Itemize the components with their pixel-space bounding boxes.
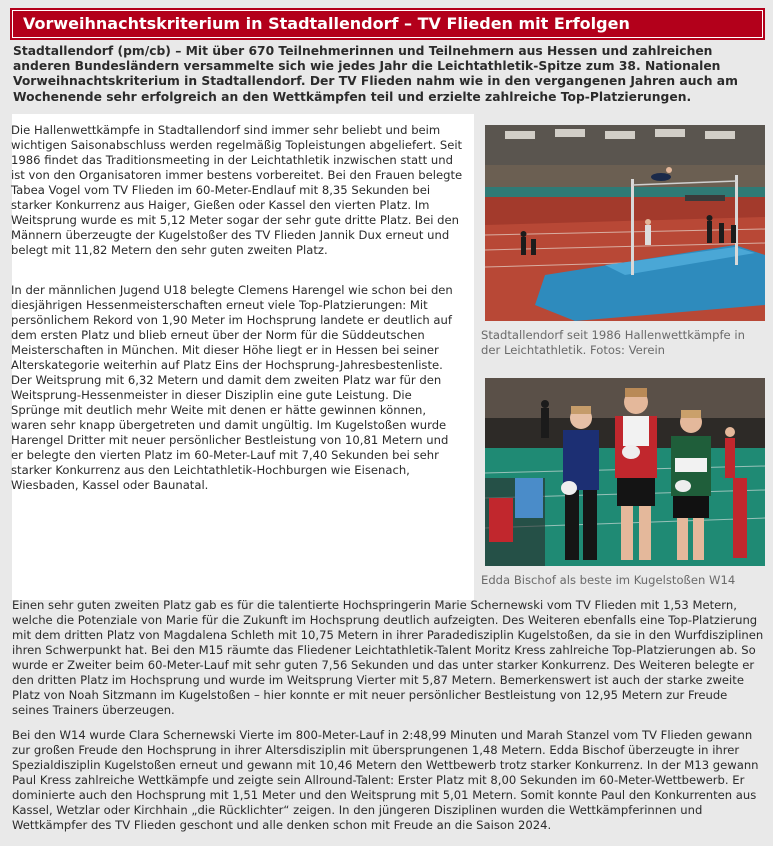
paragraph-1: Die Hallenwettkämpfe in Stadtallendorf sind immer sehr beliebt und beim wichtigen Saisonabschluss werden regelmäßig Topleistungen abgeliefert. Seit 1986 findet das Traditionsmeeting in der Leichtathletik inzwischen statt und ist von den Organisatoren immer bestens vorbereitet. Bei den Frauen belegte Tabea Vogel vom TV Flieden im 60-Meter-Endlauf mit 8,35 Sekunden bei starker Konkurrenz aus Haiger, Gießen oder Kassel den vierten Platz. Im Weitsprung wurde es mit 5,12 Meter sogar der sehr gute dritte Platz. Bei den Männern überzeugte der Kugelstoßer des TV Flieden Jannik Dux erneut und belegt mit 11,82 Metern den sehr guten zweiten Platz.	[11, 123, 463, 257]
photo-athletics-hall[interactable]	[485, 125, 765, 321]
paragraph-4: Bei den W14 wurde Clara Schernewski Vierte im 800-Meter-Lauf in 2:48,99 Minuten und Marah Stanzel vom TV Flieden gewann zur großen Freude den Hochsprung in ihrer Altersdisziplin mit übersprungenen 1,48 Metern. Edda Bischof überzeugte in ihrer Spezialdisziplin Kugelstoßen erneut und gewann mit 10,46 Metern den Wettbewerb trotz starker Konkurrenz. In der M13 gewann Paul Kress zahlreiche Wettkämpfe und zeigte sein Allround-Talent: Erster Platz mit 8,00 Sekunden im 60-Meter-Wettbewerb. Er dominierte auch den Hochsprung mit 1,51 Meter und den Weitsprung mit 5,01 Metern. Somit konnte Paul den Konkurrenten aus Kassel, Wetzlar oder Kirchhain „die Rücklichter“ zeigen. In den jüngeren Disziplinen wurden die Wettkämpferinnen und Wettkämpfer des TV Flieden geschont und alle denken schon mit Freude an die Saison 2024.	[12, 728, 759, 832]
photo-caption-2: Edda Bischof als beste im Kugelstoßen W14	[481, 573, 736, 587]
paragraph-3: Einen sehr guten zweiten Platz gab es für die talentierte Hochspringerin Marie Schernewski vom TV Flieden mit 1,53 Metern, welche die Potenziale von Marie für die Zukunft im Hochsprung deutlich aufzeigten. Des Weiteren ebenfalls eine Top-Platzierung mit dem dritten Platz von Magdalena Schleth mit 10,75 Metern in ihrer Paradedisziplin Kugelstoßen, da sie in den Wurfdisziplinen ihren Schwerpunkt hat. Bei den M15 räumte das Fliedener Leichtathletik-Talent Moritz Kress zahlreiche Top-Platzierungen ab. So wurde er Zweiter beim 60-Meter-Lauf mit sehr guten 7,56 Sekunden und das unter starker Konkurrenz. Des Weiteren belegte er den dritten Platz im Hochsprung und wurde im Weitsprung Vierter mit 5,87 Metern. Bemerkenswert ist auch der starke zweite Platz von Noah Sitzmann im Kugelstoßen – hier konnte er mit neuer persönlicher Bestleistung von 12,95 Metern zur Freude seines Trainers überzeugen.	[12, 598, 764, 717]
paragraph-2: In der männlichen Jugend U18 belegte Clemens Harengel wie schon bei den diesjährigen Hessenmeisterschaften erneut viele Top-Platzierungen: Mit persönlichem Rekord von 1,90 Meter im Hochsprung landete er deutlich auf dem ersten Platz und blieb erneut über der Norm für die Süddeutschen Meisterschaften in München. Mit dieser Höhe liegt er in Hessen bei seiner Alterskategorie weiterhin auf Platz Eins der Hochsprung-Jahresbestenliste. Der Weitsprung mit 6,32 Metern und damit dem zweiten Platz war für den Weitsprung-Hessenmeister in dieser Disziplin eine gute Leistung. Die Sprünge mit deutlich mehr Weite mit denen er hätte gewinnen können, waren sehr knapp übergetreten und damit ungültig. Im Kugelstoßen wurde Harengel Dritter mit neuer persönlicher Bestleistung von 10,81 Metern und er belegte den vierten Platz im 60-Meter-Lauf mit 7,40 Sekunden bei sehr starker Konkurrenz aus den Leichtathletik-Hochburgen wie Eisenach, Wiesbaden, Kassel oder Baunatal.	[11, 283, 453, 492]
hall-illustration	[485, 125, 765, 321]
photo-award-athletes[interactable]	[485, 378, 765, 566]
photo-caption-1: Stadtallendorf seit 1986 Hallenwettkämpfe in der Leichtathletik. Fotos: Verein	[481, 328, 745, 357]
article-title: Vorweihnachtskriterium in Stadtallendorf – TV Flieden mit Erfolgen	[12, 10, 763, 38]
article-lead: Stadtallendorf (pm/cb) – Mit über 670 Teilnehmerinnen und Teilnehmern aus Hessen und zahlreichen anderen Bundesländern versammelte sich wie jedes Jahr die Leichtathletik-Spitze zum 38. Nationalen Vorweihnachtskriterium in Stadtallendorf. Der TV Flieden nahm wie in den vergangenen Jahren auch am Wochenende sehr erfolgreich an den Wettkämpfen teil und erzielte zahlreiche Top-Platzierungen.	[13, 44, 738, 104]
award-illustration	[485, 378, 765, 566]
